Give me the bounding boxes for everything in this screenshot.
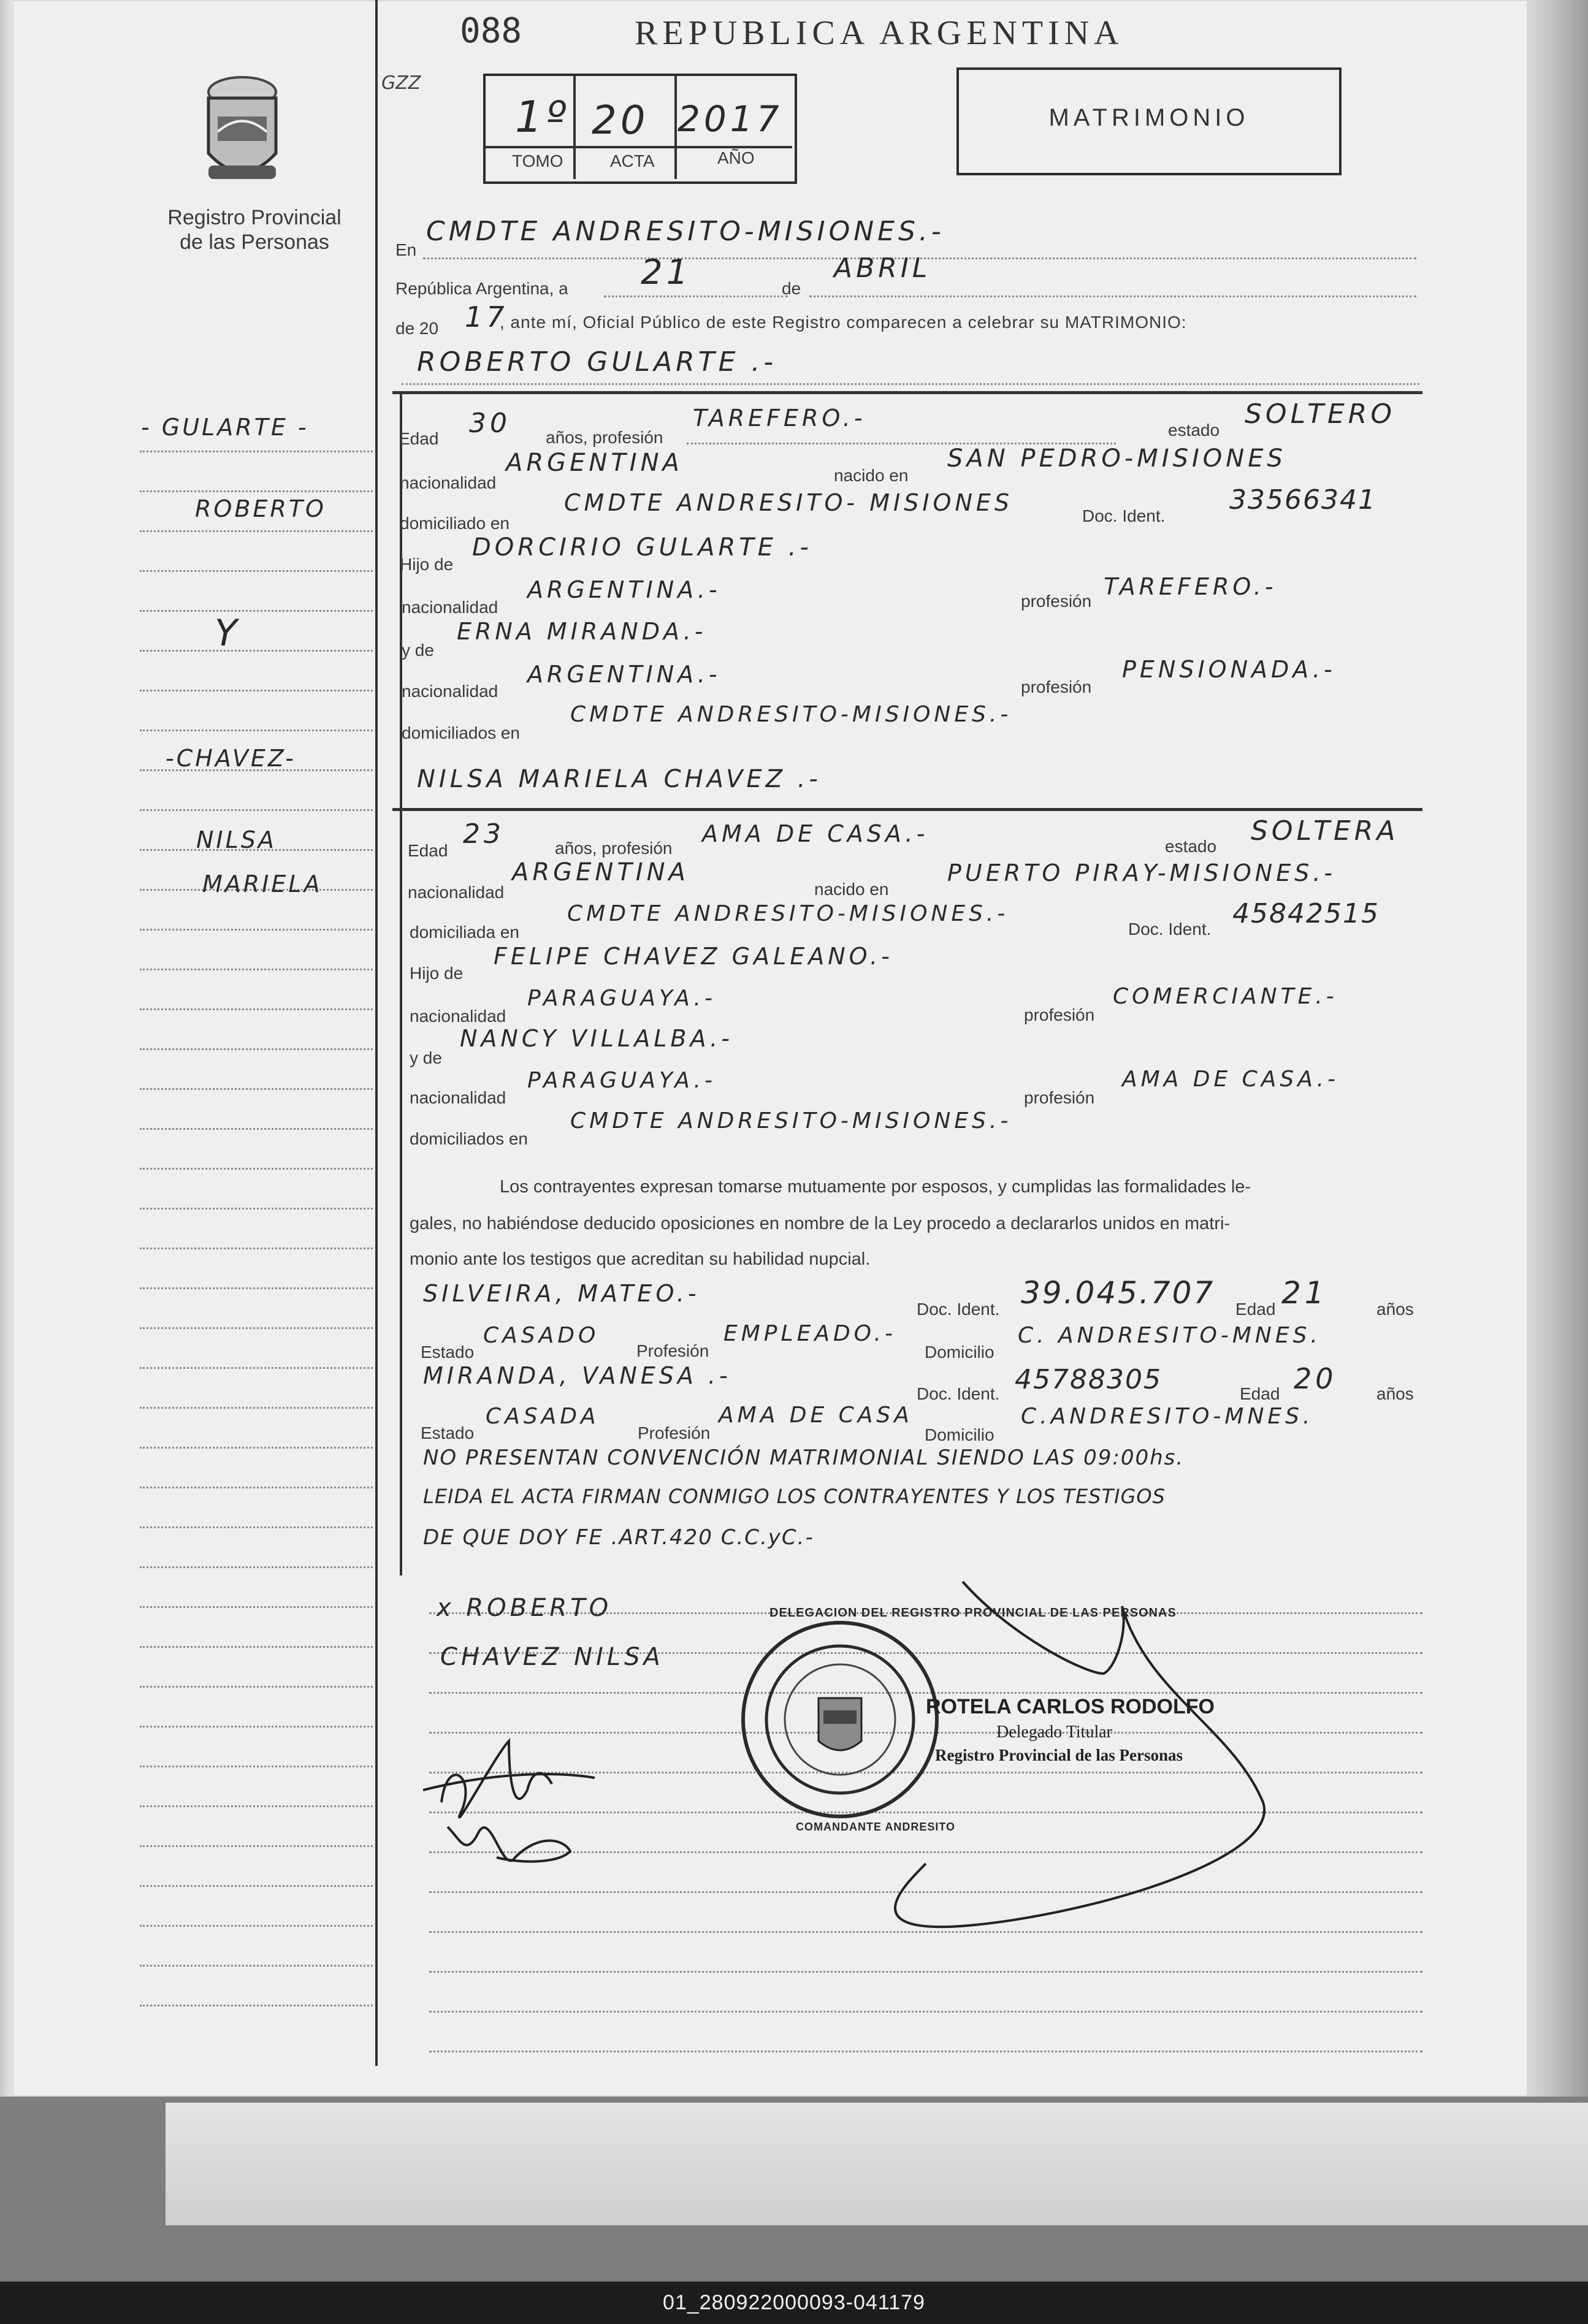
witness-2-doc: 45788305 (1015, 1364, 1162, 1395)
page-number: 088 (460, 11, 522, 51)
stamp-outer-text: DELEGACION DEL REGISTRO PROVINCIAL DE LAS PERSONAS (769, 1606, 1177, 1620)
file-id-footer: 01_280922000093-041179 (0, 2282, 1588, 2324)
groom-domicilio: CMDTE ANDRESITO- MISIONES (564, 489, 1013, 516)
margin-groom-surname: - GULARTE - (141, 414, 309, 441)
groom-doc-label: Doc. Ident. (1082, 506, 1166, 525)
acta-label: ACTA (610, 151, 655, 170)
notes-line-1: NO PRESENTAN CONVENCIÓN MATRIMONIAL SIENDO LAS 09:00hs. (423, 1446, 1185, 1470)
bride-estado: SOLTERA (1251, 815, 1399, 847)
witness-2-domicilio-label: Domicilio (925, 1425, 994, 1444)
witness-2-profesion-label: Profesión (638, 1423, 711, 1442)
witness-1-edad: 21 (1281, 1275, 1328, 1311)
groom-parents-dom: CMDTE ANDRESITO-MISIONES.- (570, 702, 1012, 727)
witness-1-anos-label: años (1376, 1300, 1414, 1319)
book-cover-edge (166, 2103, 1588, 2225)
bride-father-nac-label: nacionalidad (410, 1007, 506, 1026)
official-org: Registro Provincial de las Personas (935, 1746, 1183, 1764)
declaration-line-1: Los contrayentes expresan tomarse mutuamente por esposos, y cumplidas las formalidades le- (500, 1177, 1251, 1197)
dotted-line (604, 295, 788, 297)
bride-edad-label: Edad (408, 841, 448, 860)
witness-1-domicilio-label: Domicilio (925, 1343, 994, 1362)
margin-bride-surname: -CHAVEZ- (166, 745, 296, 772)
groom-nacido-label: nacido en (834, 466, 909, 485)
witness-1-estado: CASADO (483, 1323, 600, 1348)
tomo-value: 1º (515, 92, 570, 142)
witness-2-edad: 20 (1294, 1362, 1337, 1395)
bride-father-prof-label: profesión (1024, 1005, 1095, 1024)
bride-mother: NANCY VILLALBA.- (460, 1025, 733, 1052)
witness-1-doc-label: Doc. Ident. (917, 1300, 1000, 1319)
margin-conjunction: Y (215, 612, 241, 655)
witness-2-edad-label: Edad (1240, 1384, 1280, 1403)
witness-2-domicilio: C.ANDRESITO-MNES. (1021, 1404, 1314, 1429)
page-edge (1527, 0, 1588, 2146)
bride-profesion: AMA DE CASA.- (702, 820, 929, 847)
declaration-line-2: gales, no habiéndose deducido oposiciones en nombre de la Ley procedo a declararlos unidos en matri- (410, 1214, 1231, 1233)
witness-1-profesion-label: Profesión (636, 1341, 709, 1360)
witness-2-estado-label: Estado (421, 1423, 475, 1442)
groom-hijo-label: Hijo de (400, 555, 454, 574)
dotted-line (402, 383, 1419, 385)
bride-yde-label: y de (410, 1048, 442, 1067)
margin-mark: GZZ (381, 72, 421, 94)
groom-estado: SOLTERO (1245, 398, 1395, 430)
groom-estado-label: estado (1168, 421, 1220, 440)
witness-1-doc: 39.045.707 (1021, 1275, 1215, 1311)
witness-1-edad-label: Edad (1235, 1300, 1276, 1319)
witness-1-profesion: EMPLEADO.- (723, 1321, 896, 1346)
bride-edad: 23 (463, 818, 505, 850)
acta-value: 20 (592, 98, 649, 143)
groom-mother-prof: PENSIONADA.- (1122, 656, 1336, 683)
bride-doc-label: Doc. Ident. (1128, 920, 1212, 939)
groom-section-divider (392, 391, 1422, 394)
groom-doc: 33566341 (1229, 484, 1376, 516)
bride-estado-label: estado (1165, 837, 1217, 856)
contrayente-1: ROBERTO GULARTE .- (417, 346, 777, 378)
bride-doc: 45842515 (1232, 898, 1380, 929)
record-box-divider (674, 76, 677, 179)
country-title: REPUBLICA ARGENTINA (635, 14, 1124, 52)
stamp-inner-text: COMANDANTE ANDRESITO (796, 1821, 956, 1833)
bride-domicilio: CMDTE ANDRESITO-MISIONES.- (567, 901, 1009, 926)
witness-2-profesion: AMA DE CASA (719, 1403, 913, 1428)
groom-father-nac-label: nacionalidad (402, 598, 498, 617)
republica-label: República Argentina, a (395, 279, 568, 298)
bride-father: FELIPE CHAVEZ GALEANO.- (494, 943, 893, 970)
witness-1-name: SILVEIRA, MATEO.- (423, 1280, 700, 1307)
bride-section-divider (392, 808, 1422, 811)
notes-line-3: DE QUE DOY FE .ART.420 C.C.yC.- (423, 1525, 814, 1550)
contrayente-2: NILSA MARIELA CHAVEZ .- (417, 765, 822, 793)
witness-1-domicilio: C. ANDRESITO-MNES. (1018, 1323, 1321, 1348)
witness-2-estado: CASADA (486, 1404, 600, 1429)
bride-domiciliada-label: domiciliada en (410, 923, 519, 942)
groom-father-prof: TAREFERO.- (1104, 573, 1277, 600)
official-name: ROTELA CARLOS RODOLFO (926, 1695, 1215, 1718)
de-label: de (782, 279, 801, 298)
en-label: En (395, 240, 417, 259)
groom-dom-label: domiciliados en (402, 723, 520, 742)
groom-mother-prof-label: profesión (1021, 677, 1092, 696)
groom-yde-label: y de (402, 641, 434, 660)
margin-bride-name-1: NILSA (196, 826, 277, 853)
groom-edad-label: Edad (399, 429, 439, 448)
intro-month: ABRIL (834, 253, 931, 284)
bride-mother-prof-label: profesión (1024, 1088, 1095, 1107)
bride-nacionalidad-label: nacionalidad (408, 883, 505, 902)
intro-day: 21 (641, 253, 692, 292)
witness-1-estado-label: Estado (421, 1343, 475, 1362)
groom-profesion: TAREFERO.- (693, 405, 866, 432)
groom-father-nac: ARGENTINA.- (527, 576, 721, 603)
bride-nacionalidad: ARGENTINA (512, 858, 689, 886)
ano-label: AÑO (717, 148, 755, 167)
official-role: Delegado Titular (996, 1723, 1112, 1742)
ano-value: 2017 (678, 98, 783, 140)
groom-edad: 30 (469, 408, 511, 439)
bride-anos-label: años, profesión (555, 839, 673, 858)
dotted-line (809, 295, 1416, 297)
groom-mother-nac: ARGENTINA.- (527, 661, 721, 688)
groom-nacionalidad: ARGENTINA (506, 449, 683, 477)
bride-father-nac: PARAGUAYA.- (527, 986, 716, 1011)
groom-mother: ERNA MIRANDA.- (457, 618, 707, 645)
groom-anos-label: años, profesión (546, 428, 663, 447)
bride-nacido-label: nacido en (814, 880, 889, 899)
bride-parents-dom: CMDTE ANDRESITO-MISIONES.- (570, 1108, 1012, 1133)
notes-line-2: LEIDA EL ACTA FIRMAN CONMIGO LOS CONTRAYENTES Y LOS TESTIGOS (423, 1485, 1166, 1508)
registry-stamp (739, 1618, 941, 1821)
bride-nacido: PUERTO PIRAY-MISIONES.- (947, 859, 1337, 886)
margin-groom-name: ROBERTO (195, 495, 326, 522)
signature-chavez-nilsa: CHAVEZ NILSA (440, 1643, 664, 1671)
intro-year-suffix: 17 (465, 300, 508, 333)
groom-nacido: SAN PEDRO-MISIONES (947, 444, 1286, 473)
intro-text: , ante mí, Oficial Público de este Registro comparecen a celebrar su MATRIMONIO: (500, 313, 1187, 332)
bride-father-prof: COMERCIANTE.- (1113, 984, 1338, 1009)
bride-mother-prof: AMA DE CASA.- (1122, 1067, 1340, 1092)
bride-mother-nac-label: nacionalidad (410, 1088, 506, 1107)
signature-roberto: x ROBERTO (437, 1594, 613, 1622)
record-box-divider (573, 76, 576, 179)
tomo-label: TOMO (512, 151, 563, 170)
year-label: de 20 (395, 319, 439, 338)
groom-mother-nac-label: nacionalidad (402, 682, 498, 701)
left-column-border (375, 0, 378, 2066)
margin-bride-name-2: MARIELA (202, 871, 323, 897)
bride-dom-label: domiciliados en (410, 1129, 528, 1148)
book-spine (0, 0, 12, 2097)
groom-domiciliado-label: domiciliado en (400, 514, 510, 533)
registry-name: Registro Provincial de las Personas (167, 206, 342, 254)
act-type-label: MATRIMONIO (1048, 104, 1250, 131)
witness-2-doc-label: Doc. Ident. (917, 1384, 1000, 1403)
bride-hijo-label: Hijo de (410, 964, 464, 983)
intro-place: CMDTE ANDRESITO-MISIONES.- (426, 216, 945, 247)
witness-2-name: MIRANDA, VANESA .- (423, 1362, 731, 1389)
groom-father: DORCIRIO GULARTE .- (472, 533, 812, 562)
groom-father-prof-label: profesión (1021, 592, 1092, 611)
declaration-line-3: monio ante los testigos que acreditan su habilidad nupcial. (410, 1249, 871, 1269)
groom-nacionalidad-label: nacionalidad (400, 473, 497, 492)
province-seal-logo (199, 74, 285, 196)
bride-mother-nac: PARAGUAYA.- (527, 1068, 716, 1093)
witness-2-anos-label: años (1376, 1384, 1414, 1403)
